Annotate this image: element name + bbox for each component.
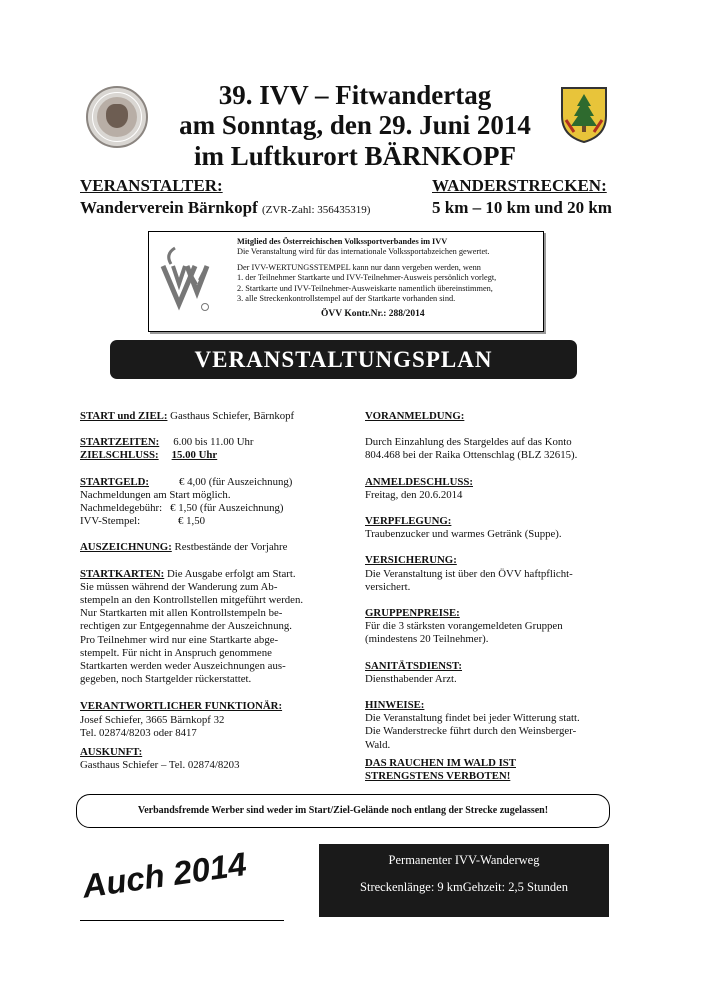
- startkarten-line-2: Sie müssen während der Wanderung zum Ab-: [80, 580, 278, 593]
- left-column: [80, 410, 350, 772]
- startgeld-label: STARTGELD:: [80, 475, 150, 488]
- startkarten-line-5: rechtigen zur Entgegennahme der Auszeichnung.: [80, 620, 292, 633]
- zielschluss-label: ZIELSCHLUSS:: [80, 449, 159, 462]
- sanitaet-label: SANITÄTSDIENST:: [365, 659, 463, 672]
- versicherung-line-1: Die Veranstaltung ist über den ÖVV haftpflicht-: [365, 567, 573, 580]
- startkarten-line-3: stempeln an den Kontrollstellen mitgeführt werden.: [80, 594, 304, 607]
- ivv-condition-2: 2. Startkarte und IVV-Teilnehmer-Ausweiskarte namentlich übereinstimmen,: [237, 283, 493, 293]
- club-logo: [86, 86, 148, 148]
- routes-block: [432, 176, 612, 218]
- event-date: am Sonntag, den 29. Juni 2014: [179, 110, 531, 140]
- nachmeldegebuehr-value: € 1,50 (für Auszeichnung): [170, 502, 284, 515]
- gruppenpreise-line-1: Für die 3 stärksten vorangemeldeten Gruppen: [365, 620, 563, 633]
- permanent-trail-box: [319, 844, 609, 917]
- routes-value: 5 km – 10 km und 20 km: [432, 198, 612, 217]
- organizer-block: [80, 176, 370, 218]
- ivv-note: Die Veranstaltung wird für das internationale Volkssportabzeichen gewertet.: [237, 247, 490, 257]
- hinweise-line-2: Die Wanderstrecke führt durch den Weinsberger-: [365, 725, 577, 738]
- voranmeldung-line-2: 804.468 bei der Raika Ottenschlag (BLZ 32615).: [365, 449, 578, 462]
- startzeiten-value: 6.00 bis 11.00 Uhr: [173, 436, 254, 449]
- schedule-banner: VERANSTALTUNGSPLAN: [110, 340, 577, 379]
- permanent-trail-detail: Streckenlänge: 9 kmGehzeit: 2,5 Stunden: [360, 880, 568, 894]
- ivvstempel-label: IVV-Stempel:: [80, 515, 141, 528]
- auskunft-value: Gasthaus Schiefer – Tel. 02874/8203: [80, 759, 240, 772]
- startkarten-line-8: Startkarten werden weder Auszeichnungen aus-: [80, 660, 286, 673]
- start-value: Gasthaus Schiefer, Bärnkopf: [170, 410, 295, 422]
- ivv-membership: Mitglied des Österreichischen Volkssportverbandes im IVV: [237, 237, 448, 246]
- auszeichnung-value: Restbestände der Vorjahre: [174, 541, 288, 554]
- auszeichnung-label: AUSZEICHNUNG:: [80, 541, 172, 554]
- nachmeldegebuehr-label: Nachmeldegebühr:: [80, 502, 163, 515]
- startkarten-line-4: Nur Startkarten mit allen Kontrollstempeln be-: [80, 607, 283, 620]
- startkarten-line-6: Pro Teilnehmer wird nur eine Startkarte abge-: [80, 633, 279, 646]
- funktionaer-label: VERANTWORTLICHER FUNKTIONÄR:: [80, 700, 283, 713]
- verpflegung-value: Traubenzucker und warmes Getränk (Suppe).: [365, 528, 562, 541]
- voranmeldung-label: VORANMELDUNG:: [365, 410, 465, 422]
- organizer-label: VERANSTALTER:: [80, 176, 223, 195]
- versicherung-label: VERSICHERUNG:: [365, 554, 457, 567]
- startkarten-label: STARTKARTEN:: [80, 567, 165, 580]
- ivv-kontrollnummer: ÖVV Kontr.Nr.: 288/2014: [321, 309, 425, 320]
- startkarten-line-1: Die Ausgabe erfolgt am Start.: [166, 567, 296, 580]
- recruiter-notice: Verbandsfremde Werber sind weder im Start/Ziel-Gelände noch entlang der Strecke zugelassen!: [76, 794, 610, 828]
- hinweise-label: HINWEISE:: [365, 699, 425, 712]
- hinweise-line-3: Wald.: [365, 738, 391, 751]
- coat-of-arms-icon: [560, 86, 608, 144]
- auskunft-label: AUSKUNFT:: [80, 746, 143, 759]
- permanent-trail-title: Permanenter IVV-Wanderweg: [388, 853, 540, 867]
- gruppenpreise-label: GRUPPENPREISE:: [365, 607, 460, 620]
- startgeld-value: € 4,00 (für Auszeichnung): [179, 475, 293, 488]
- zielschluss-value: 15.00 Uhr: [171, 449, 218, 462]
- organizer-zvr: (ZVR-Zahl: 356435319): [261, 204, 371, 216]
- ivv-condition-intro: Der IVV-WERTUNGSSTEMPEL kann nur dann vergeben werden, wenn: [237, 262, 481, 272]
- startkarten-line-9: gegeben, noch Startgelder rückerstattet.: [80, 673, 252, 686]
- startkarten-line-7: stempelt. Für nicht in Anspruch genommene: [80, 646, 272, 659]
- nachmeldung-text: Nachmeldungen am Start möglich.: [80, 488, 231, 501]
- routes-label: WANDERSTRECKEN:: [432, 176, 607, 195]
- smoking-ban-line-2: STRENGSTENS VERBOTEN!: [365, 770, 511, 783]
- event-location: im Luftkurort BÄRNKOPF: [194, 141, 516, 171]
- sanitaet-value: Diensthabender Arzt.: [365, 672, 457, 685]
- verpflegung-label: VERPFLEGUNG:: [365, 515, 452, 528]
- bear-icon: [106, 104, 128, 128]
- voranmeldung-line-1: Durch Einzahlung des Stargeldes auf das Konto: [365, 436, 572, 449]
- anmeldeschluss-value: Freitag, den 20.6.2014: [365, 488, 463, 501]
- ivv-info-box: [148, 231, 544, 332]
- funktionaer-line-2: Tel. 02874/8203 oder 8417: [80, 726, 197, 739]
- hinweise-line-1: Die Veranstaltung findet bei jeder Witterung statt.: [365, 712, 580, 725]
- versicherung-line-2: versichert.: [365, 580, 411, 593]
- auch-underline: [80, 920, 284, 921]
- ivv-logo-icon: [157, 244, 211, 312]
- gruppenpreise-line-2: (mindestens 20 Teilnehmer).: [365, 633, 489, 646]
- anmeldeschluss-label: ANMELDESCHLUSS:: [365, 475, 473, 488]
- smoking-ban-line-1: DAS RAUCHEN IM WALD IST: [365, 756, 516, 769]
- ivv-condition-3: 3. alle Streckenkontrollstempel auf der Startkarte vorhanden sind.: [237, 294, 456, 304]
- ivv-condition-1: 1. der Teilnehmer Startkarte und IVV-Teilnehmer-Ausweis persönlich vorlegt,: [237, 273, 497, 283]
- start-label: START und ZIEL:: [80, 410, 168, 422]
- right-column: [365, 410, 625, 783]
- funktionaer-line-1: Josef Schiefer, 3665 Bärnkopf 32: [80, 713, 225, 726]
- event-title: 39. IVV – Fitwandertag: [218, 80, 492, 110]
- organizer-name: Wanderverein Bärnkopf: [80, 198, 258, 217]
- auch-2014-label: Auch 2014: [80, 845, 249, 905]
- ivvstempel-value: € 1,50: [178, 515, 205, 528]
- ivv-text: [237, 237, 535, 320]
- startzeiten-label: STARTZEITEN:: [80, 436, 160, 449]
